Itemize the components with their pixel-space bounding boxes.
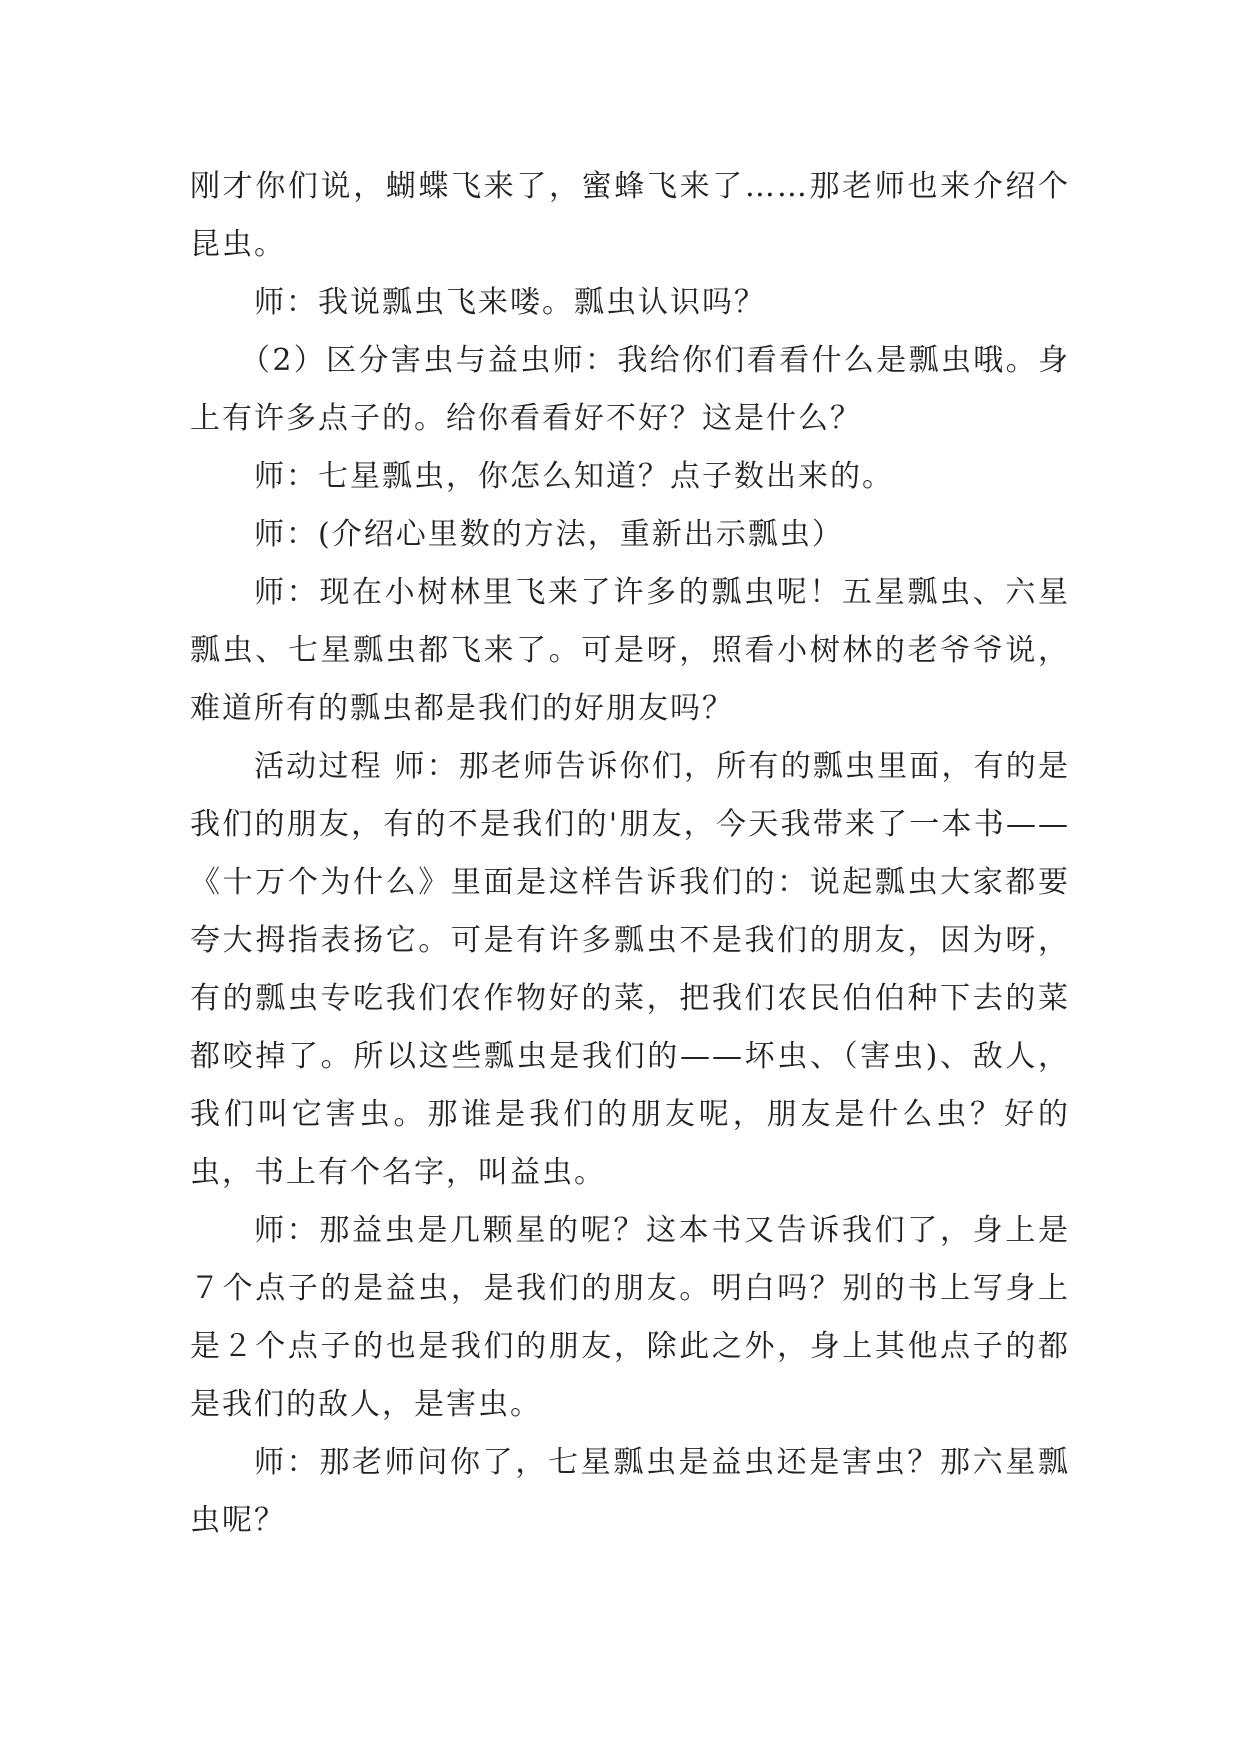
paragraph-5: 师：(介绍心里数的方法，重新出示瓢虫） (254, 517, 844, 552)
paragraph-8: 师：那益虫是几颗星的呢？这本书又告诉我们了，身上是７个点子的是益虫，是我们的朋友。明白吗？别的书上写身上是２个点子的也是我们的朋友，除此之外，身上其他点子的都是我们的敌人，是害虫。 (190, 1213, 1070, 1422)
paragraph-3: （2）区分害虫与益虫师：我给你们看看什么是瓢虫哦。身上有许多点子的。给你看看好不好？这是什么？ (190, 343, 1070, 436)
paragraph-9: 师：那老师问你了，七星瓢虫是益虫还是害虫？那六星瓢虫呢？ (190, 1445, 1070, 1538)
paragraph-7: 活动过程 师：那老师告诉你们，所有的瓢虫里面，有的是我们的朋友，有的不是我们的'朋友，今天我带来了一本书——《十万个为什么》里面是这样告诉我们的：说起瓢虫大家都要夸大拇指表扬它。可是有许多瓢虫不是我们的朋友，因为呀，有的瓢虫专吃我们农作物好的菜，把我们农民伯伯种下去的菜都咬掉了。所以这些瓢虫是我们的——坏虫、（害虫)、敌人，我们叫它害虫。那谁是我们的朋友呢，朋友是什么虫？好的虫，书上有个名字，叫益虫。 (190, 749, 1070, 1190)
paragraph-1: 刚才你们说，蝴蝶飞来了，蜜蜂飞来了……那老师也来介绍个昆虫。 (190, 169, 1070, 262)
paragraph-4: 师：七星瓢虫，你怎么知道？点子数出来的。 (254, 459, 894, 494)
paragraph-2: 师：我说瓢虫飞来喽。瓢虫认识吗？ (254, 285, 766, 320)
paragraph-6: 师：现在小树林里飞来了许多的瓢虫呢！五星瓢虫、六星瓢虫、七星瓢虫都飞来了。可是呀，照看小树林的老爷爷说，难道所有的瓢虫都是我们的好朋友吗？ (190, 575, 1070, 726)
document-body (190, 158, 1070, 1550)
